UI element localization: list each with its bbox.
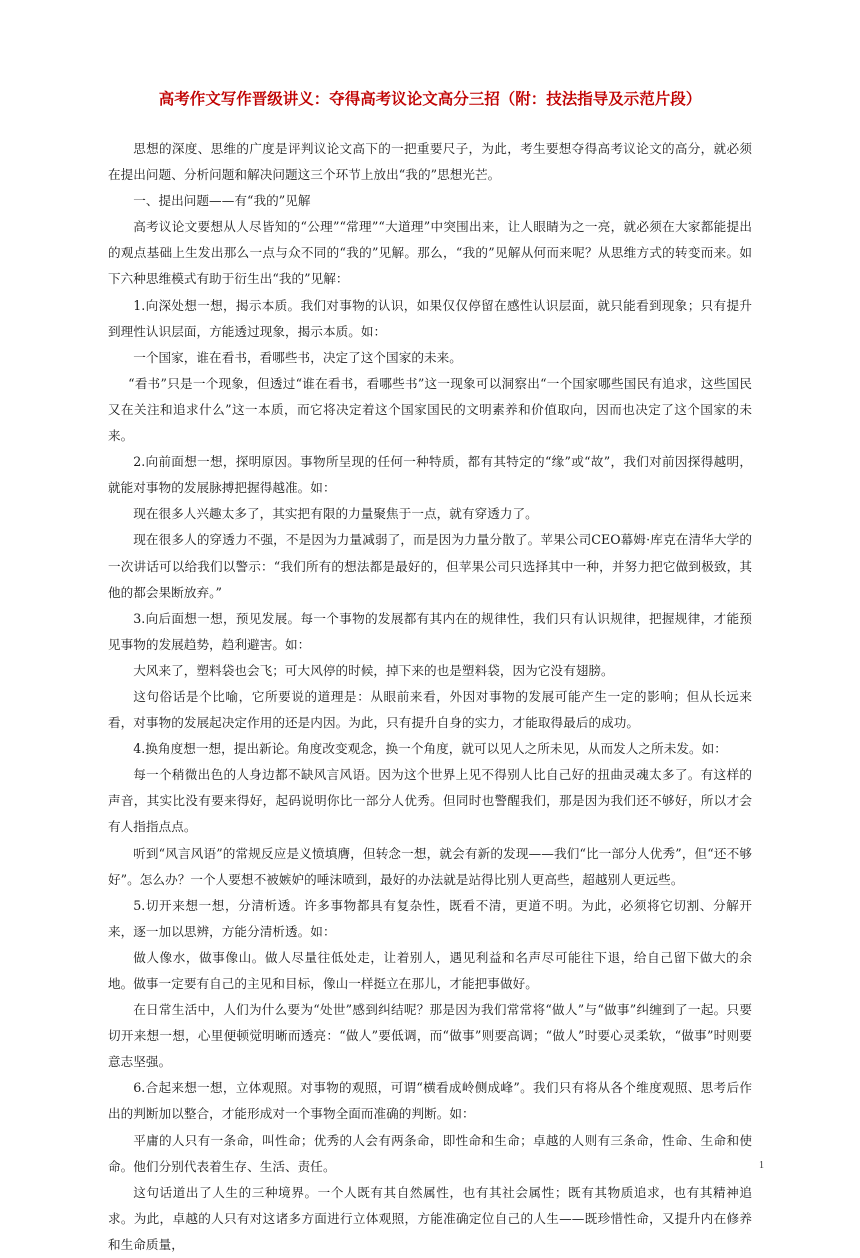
example-analysis: 这句话道出了人生的三种境界。一个人既有其自然属性，也有其社会属性；既有其物质追求，也有其精神追求。为此，卓越的人只有对这诸多方面进行立体观照，方能准确定位自己的人生——既珍惜性命，又提升内在修养和生命质量，	[108, 1184, 752, 1252]
method-5: 5.切开来想一想，分清析透。许多事物都具有复杂性，既看不清，更道不明。为此，必须将它切割、分解开来，逐一加以思辨，方能分清析透。如：	[108, 897, 752, 939]
document-title: 高考作文写作晋级讲义：夺得高考议论文高分三招（附：技法指导及示范片段）	[158, 90, 702, 108]
example-analysis: 现在很多人的穿透力不强，不是因为力量减弱了，而是因为力量分散了。苹果公司CEO幕姆·库克在清华大学的一次讲话可以给我们以警示：“我们所有的想法都是最好的，但苹果公司只选择其中一种，并努力把它做到极致，其他的都会果断放弃。”	[108, 532, 752, 600]
example-analysis: 听到“风言风语”的常规反应是义愤填膺，但转念一想，就会有新的发现——我们“比一部分人优秀”，但“还不够好”。怎么办？一个人要想不被嫉妒的唾沫喷到，最好的办法就是站得比别人更高些，超越别人更远些。	[108, 845, 752, 887]
method-3: 3.向后面想一想，预见发展。每一个事物的发展都有其内在的规律性，我们只有认识规律，把握规律，才能预见事物的发展趋势，趋利避害。如：	[108, 610, 752, 652]
example-analysis: 这句俗话是个比喻，它所要说的道理是：从眼前来看，外因对事物的发展可能产生一定的影响；但从长远来看，对事物的发展起决定作用的还是内因。为此，只有提升自身的实力，才能取得最后的成功。	[108, 688, 752, 731]
document-body	[108, 136, 752, 1258]
method-4: 4.换角度想一想，提出新论。角度改变观念，换一个角度，就可以见人之所未见，从而发人之所未发。如：	[133, 741, 727, 757]
method-6: 6.合起来想一想，立体观照。对事物的观照，可谓“横看成岭侧成峰”。我们只有将从各个维度观照、思考后作出的判断加以整合，才能形成对一个事物全面而准确的判断。如：	[108, 1080, 752, 1122]
section-heading-1: 一、提出问题——有“我的”见解	[133, 193, 311, 209]
example-quote: 一个国家，谁在看书，看哪些书，决定了这个国家的未来。	[133, 349, 462, 365]
example-quote: 做人像水，做事像山。做人尽量往低处走，让着别人，遇见利益和名声尽可能往下退，给自己留下做大的余地。做事一定要有自己的主见和目标，像山一样挺立在那儿，才能把事做好。	[108, 949, 752, 991]
paragraph-intro: 思想的深度、思维的广度是评判议论文高下的一把重要尺子，为此，考生要想夺得高考议论文的高分，就必须在提出问题、分析问题和解决问题这三个环节上放出“我的”思想光芒。	[108, 141, 752, 183]
paragraph: 高考议论文要想从人尽皆知的“公理”“常理”“大道理”中突围出来，让人眼睛为之一亮，就必须在大家都能提出的观点基础上生发出那么一点与众不同的“我的”见解。那么，“我的”见解从何而来呢？从思维方式的转变而来。如下六种思维模式有助于衍生出“我的”见解：	[108, 219, 752, 287]
example-analysis: “看书”只是一个现象，但透过“谁在看书，看哪些书”这一现象可以洞察出“一个国家哪些国民有追求，这些国民又在关注和追求什么”这一本质，而它将决定着这个国家国民的文明素养和价值取向，因而也决定了这个国家的未来。	[108, 375, 752, 444]
method-2: 2.向前面想一想，探明原因。事物所呈现的任何一种特质，都有其特定的“缘”或“故”，我们对前因探得越明，就能对事物的发展脉搏把握得越准。如：	[108, 454, 752, 496]
example-quote: 现在很多人兴趣太多了，其实把有限的力量聚焦于一点，就有穿透力了。	[133, 506, 538, 522]
example-quote: 每一个稍微出色的人身边都不缺风言风语。因为这个世界上见不得别人比自己好的扭曲灵魂太多了。有这样的声音，其实比没有要来得好，起码说明你比一部分人优秀。但同时也警醒我们，那是因为我们还不够好，所以才会有人指指点点。	[108, 767, 752, 835]
method-1: 1.向深处想一想，揭示本质。我们对事物的认识，如果仅仅停留在感性认识层面，就只能看到现象；只有提升到理性认识层面，方能透过现象，揭示本质。如：	[108, 297, 752, 339]
example-analysis: 在日常生活中，人们为什么要为“处世”感到纠结呢？那是因为我们常常将“做人”与“做事”纠缠到了一起。只要切开来想一想，心里便顿觉明晰而透亮：“做人”要低调，而“做事”则要高调；“做人”时要心灵柔软，“做事”时则要意志坚强。	[108, 1002, 752, 1070]
example-quote: 大风来了，塑料袋也会飞；可大风停的时候，掉下来的也是塑料袋，因为它没有翅膀。	[133, 662, 614, 678]
example-quote: 平庸的人只有一条命，叫性命；优秀的人会有两条命，即性命和生命；卓越的人则有三条命，性命、生命和使命。他们分别代表着生存、生活、责任。	[108, 1132, 752, 1174]
page-number: 1	[759, 1160, 764, 1171]
